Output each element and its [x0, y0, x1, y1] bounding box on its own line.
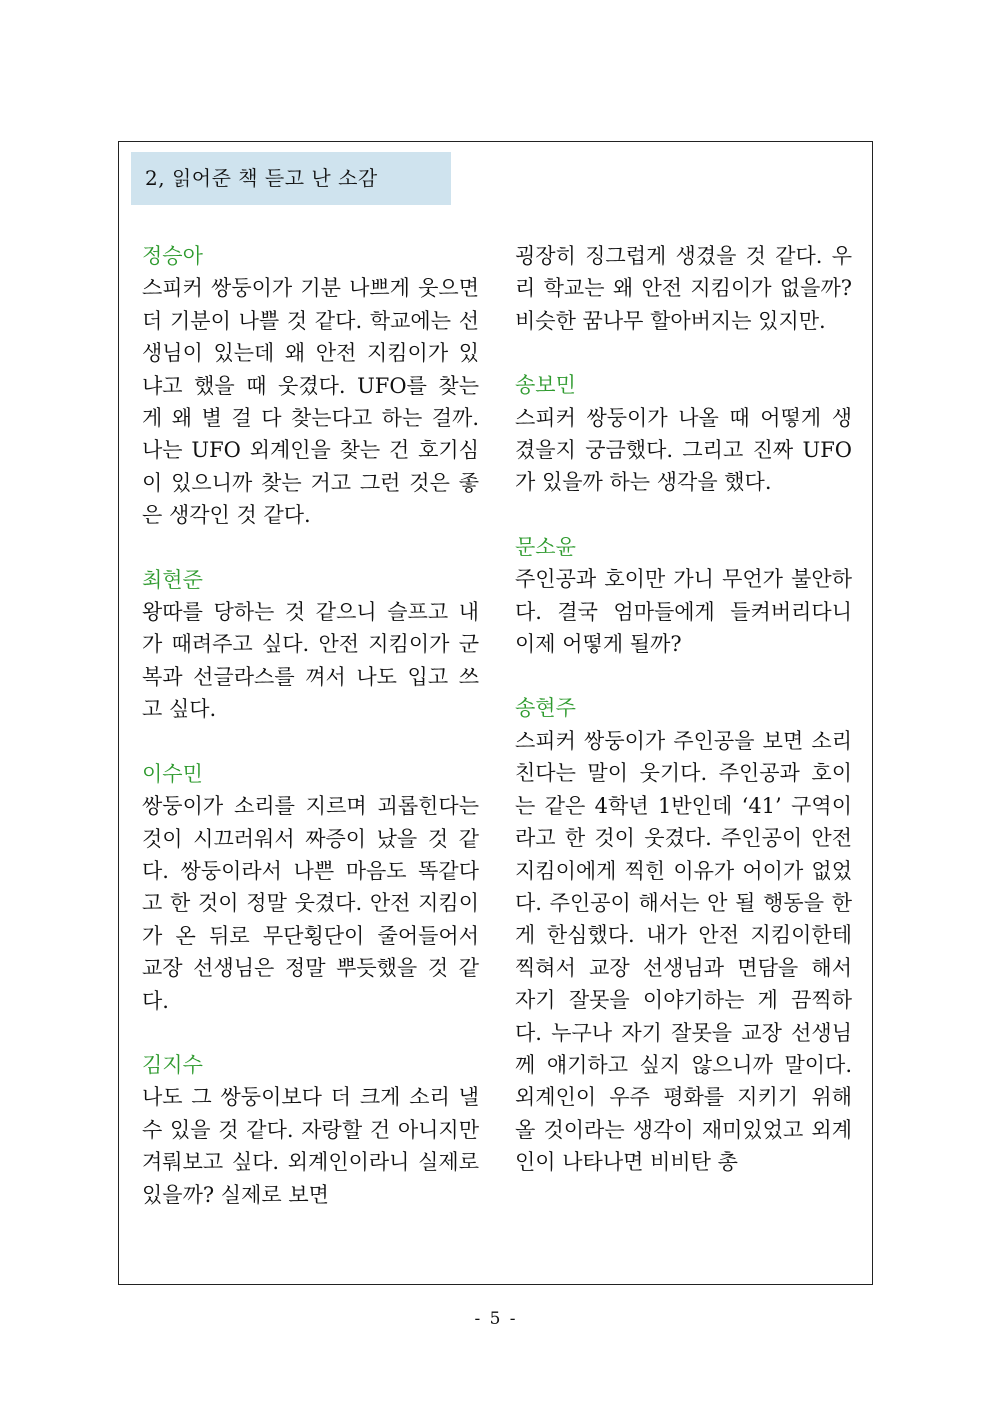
author-name: 송보민	[515, 373, 576, 398]
comment-text: 굉장히 징그럽게 생겼을 것 같다. 우리 학교는 왜 안전 지킴이가 없을까? 비슷한 꿈나무 할아버지는 있지만.	[515, 244, 852, 333]
left-column	[142, 240, 479, 1211]
right-column	[515, 240, 852, 1179]
author-name: 이수민	[142, 761, 203, 786]
author-name: 송현주	[515, 696, 576, 721]
comment-text: 스피커 쌍둥이가 기분 나쁘게 웃으면 더 기분이 나쁠 것 같다. 학교에는 선생님이 있는데 왜 안전 지킴이가 있냐고 했을 때 웃겼다. UFO를 찾는 게 왜 별 걸 다 찾는다고 하는 걸까. 나는 UFO 외계인을 찾는 건 호기심이 있으니까 찾는 거고 그런 것은 좋은 생각인 것 같다.	[142, 276, 479, 528]
comment-text: 주인공과 호이만 가니 무언가 불안하다. 결국 엄마들에게 들켜버리다니 이제 어떻게 될까?	[515, 567, 852, 657]
section-title: 2, 읽어준 책 듣고 난 소감	[131, 152, 451, 205]
comment-text: 스피커 쌍둥이가 나올 때 어떻게 생겼을지 궁금했다. 그리고 진짜 UFO가 있을까 하는 생각을 했다.	[515, 405, 852, 495]
author-name: 김지수	[142, 1052, 203, 1077]
comment-text: 스피커 쌍둥이가 주인공을 보면 소리친다는 말이 웃기다. 주인공과 호이는 같은 4학년 1반인데 ‘41’ 구역이라고 한 것이 웃겼다. 주인공이 안전 지킴이에게 찍힌 이유가 어이가 없었다. 주인공이 해서는 안 될 행동을 한 게 한심했다. 내가 안전 지킴이한테 찍혀서 교장 선생님과 면담을 해서 자기 잘못을 이야기하는 게 끔찍하다. 누구나 자기 잘못을 교장 선생님께 얘기하고 싶지 않으니까 말이다. 외계인이 우주 평화를 지키기 위해 올 것이라는 생각이 재미있었고 외계인이 나타나면 비비탄 총	[515, 728, 852, 1175]
author-name: 문소윤	[515, 534, 576, 559]
comment-text: 나도 그 쌍둥이보다 더 크게 소리 낼 수 있을 것 같다. 자랑할 건 아니지만 겨뤄보고 싶다. 외계인이라니 실제로 있을까? 실제로 보면	[142, 1085, 479, 1207]
comment-text: 왕따를 당하는 것 같으니 슬프고 내가 때려주고 싶다. 안전 지킴이가 군복과 선글라스를 껴서 나도 입고 쓰고 싶다.	[142, 600, 479, 722]
author-name: 최현준	[142, 567, 203, 592]
author-name: 정승아	[142, 244, 203, 268]
page-number: - 5 -	[474, 1309, 518, 1329]
comment-text: 쌍둥이가 소리를 지르며 괴롭힌다는 것이 시끄러워서 짜증이 났을 것 같다. 쌍둥이라서 나쁜 마음도 똑같다고 한 것이 정말 웃겼다. 안전 지킴이가 온 뒤로 무단횡단이 줄어들어서 교장 선생님은 정말 뿌듯했을 것 같다.	[142, 794, 479, 1013]
